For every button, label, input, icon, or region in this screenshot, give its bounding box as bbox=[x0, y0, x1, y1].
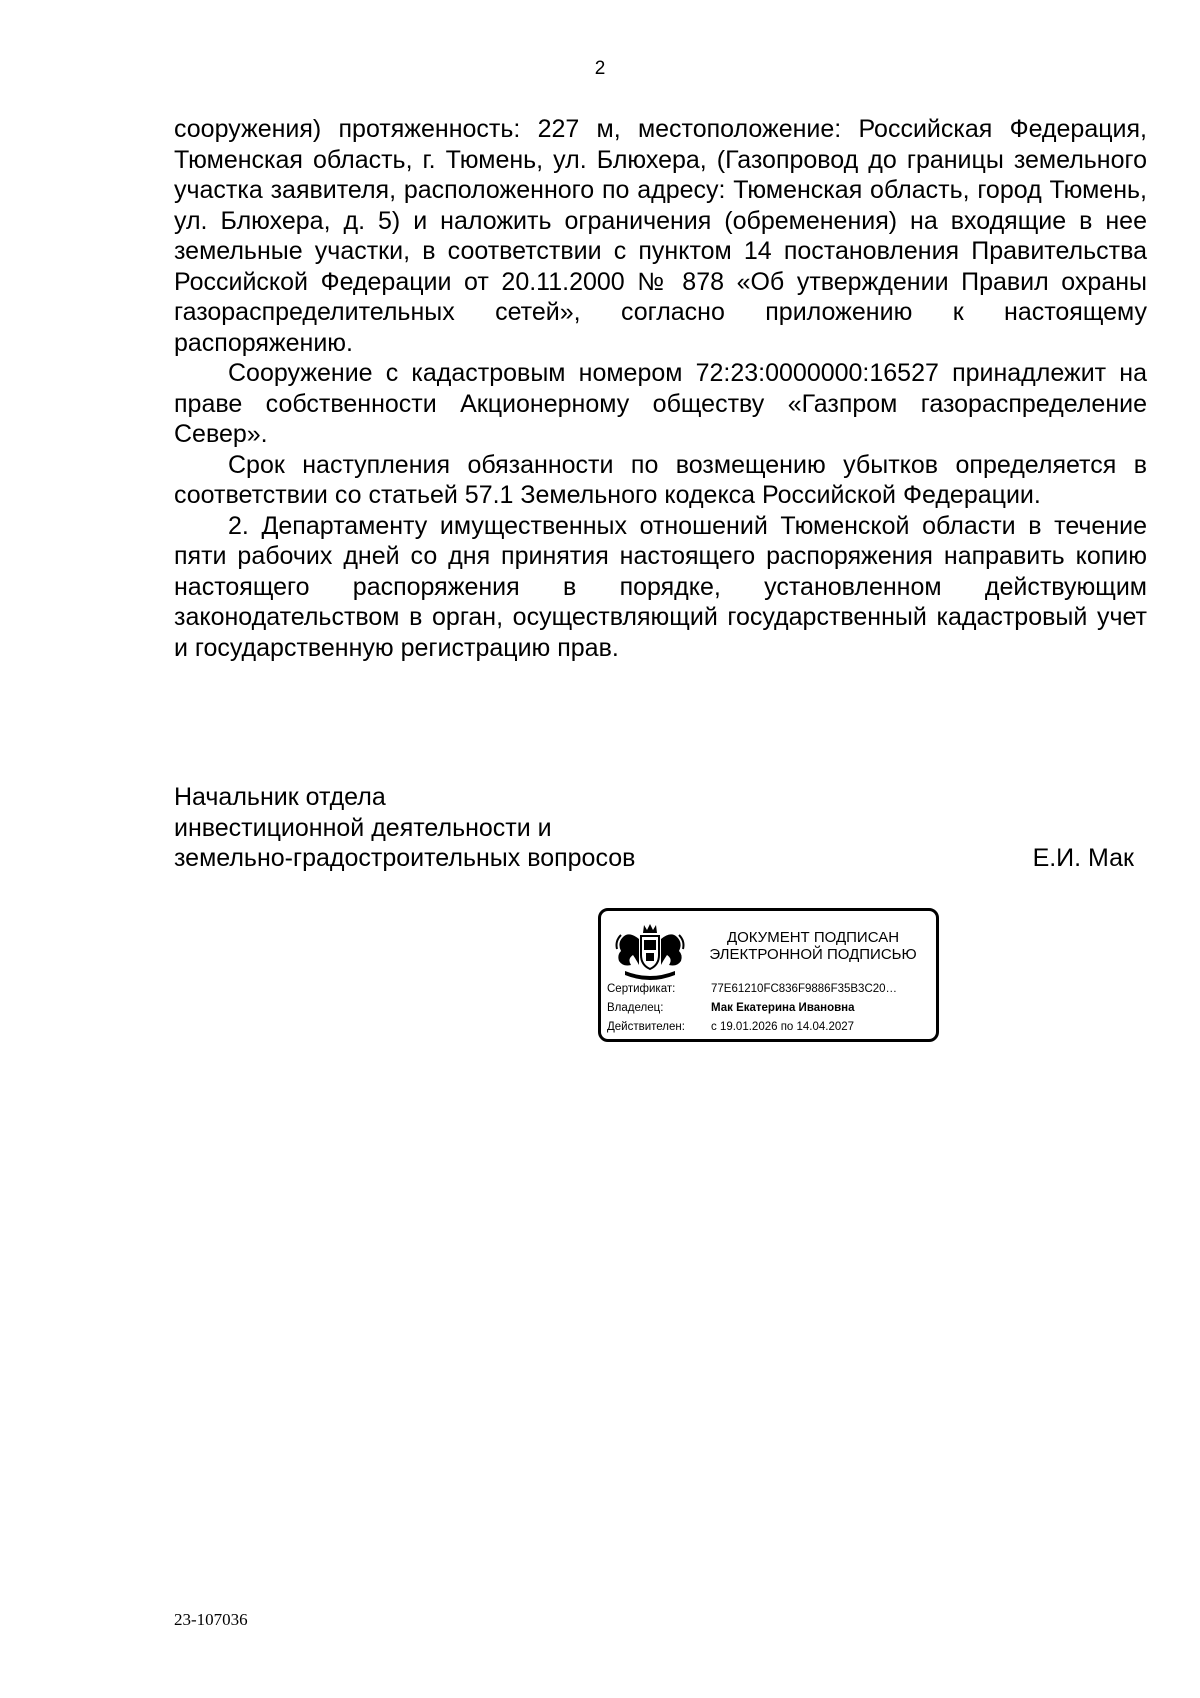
signature-block bbox=[174, 782, 1134, 874]
stamp-title-line-2: ЭЛЕКТРОННОЙ ПОДПИСЬЮ bbox=[709, 946, 917, 963]
coat-of-arms-icon bbox=[611, 921, 689, 983]
owner-value: Мак Екатерина Ивановна bbox=[711, 1002, 855, 1014]
paragraph-compensation: Срок наступления обязанности по возмещению убытков определяется в соответствии со статьей 57.1 Земельного кодекса Российской Федерации. bbox=[174, 450, 1147, 509]
signer-position-line-3: земельно-градостроительных вопросов bbox=[174, 844, 636, 872]
stamp-certificate-row bbox=[607, 983, 937, 995]
document-code: 23-107036 bbox=[174, 1610, 248, 1629]
paragraph-ownership: Сооружение с кадастровым номером 72:23:0000000:16527 принадлежит на праве собственности Акционерному обществу «Газпром газораспределение Север». bbox=[174, 359, 1147, 448]
certificate-value: 77E61210FC836F9886F35B3C20… bbox=[711, 983, 898, 995]
signer-position-line-1: Начальник отдела bbox=[174, 783, 386, 811]
stamp-owner-row bbox=[607, 1002, 937, 1014]
paragraph-item-2: 2. Департаменту имущественных отношений Тюменской области в течение пяти рабочих дней со дня принятия настоящего распоряжения направить копию настоящего распоряжения в порядке, установленном действующим законодательством в орган, осуществляющий государственный кадастровый учет и государственную регистрацию прав. bbox=[174, 511, 1147, 662]
electronic-signature-stamp bbox=[598, 908, 939, 1042]
validity-label: Действителен: bbox=[607, 1021, 685, 1033]
page-number: 2 bbox=[594, 58, 606, 79]
signer-position-line-2: инвестиционной деятельности и bbox=[174, 813, 552, 842]
signer-name: Е.И. Мак bbox=[1032, 844, 1134, 872]
paragraph-continuation: сооружения) протяженность: 227 м, местоположение: Российская Федерация, Тюменская область, г. Тюмень, ул. Блюхера, (Газопровод до границы земельного участка заявителя, расположенного по адресу: Тюменская область, город Тюмень, ул. Блюхера, д. 5) и наложить ограничения (обременения) на входящие в нее земельные участки, в соответствии с пунктом 14 постановления Правительства Российской Федерации от 20.11.2000 № 878 «Об утверждении Правил охраны газораспределительных сетей», согласно приложению к настоящему распоряжению. bbox=[174, 115, 1147, 357]
stamp-title bbox=[693, 929, 933, 963]
stamp-validity-row bbox=[607, 1021, 937, 1033]
document-body bbox=[174, 114, 1147, 663]
owner-label: Владелец: bbox=[607, 1002, 664, 1014]
certificate-label: Сертификат: bbox=[607, 983, 676, 995]
validity-value: с 19.01.2026 по 14.04.2027 bbox=[711, 1021, 855, 1033]
stamp-title-line-1: ДОКУМЕНТ ПОДПИСАН bbox=[726, 929, 900, 946]
